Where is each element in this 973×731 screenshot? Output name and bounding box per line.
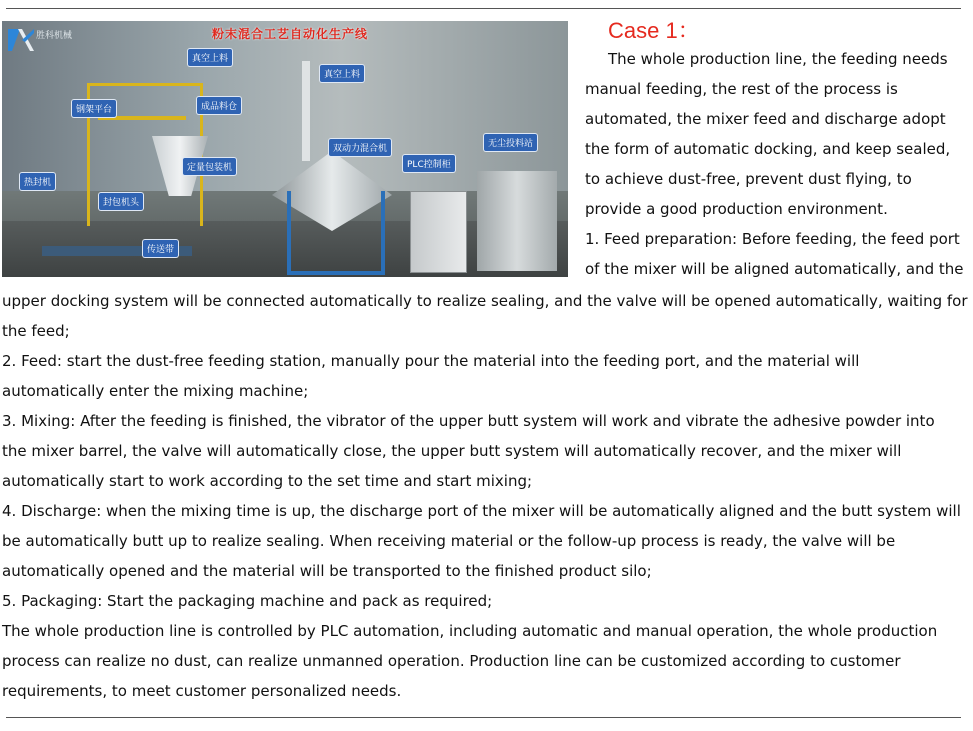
- text-line: The whole production line, the feeding needs: [608, 50, 948, 68]
- plc-cabinet-body: [410, 191, 467, 273]
- production-line-photo: [2, 21, 568, 277]
- intro-paragraph: [585, 44, 970, 284]
- text-line: The whole production line is controlled by PLC automation, including automatic and manual operation, the whole production: [2, 622, 938, 640]
- text-line: upper docking system will be connected automatically to realize sealing, and the valve will be opened automatically, waiting for: [2, 292, 968, 310]
- label-vacuum-feeding-left: 真空上料: [188, 49, 232, 66]
- text-line: provide a good production environment.: [585, 200, 888, 218]
- text-line: the form of automatic docking, and keep sealed,: [585, 140, 951, 158]
- case-title: Case 1：: [608, 18, 700, 43]
- text-line: manual feeding, the rest of the process is: [585, 80, 898, 98]
- photo-banner: 粉末混合工艺自动化生产线: [212, 27, 369, 41]
- text-line: process can realize no dust, can realize unmanned operation. Production line can be customized according to customer: [2, 652, 901, 670]
- brand-label: 胜科机械: [36, 31, 73, 41]
- label-plc-cabinet: PLC控制柜: [403, 155, 455, 172]
- text-line: be automatically butt up to realize sealing. When receiving material or the follow-up process is ready, the valve will be: [2, 532, 896, 550]
- label-vacuum-feeding-right: 真空上料: [320, 65, 364, 82]
- text-line: automatically opened and the material will be transported to the finished product silo;: [2, 562, 652, 580]
- label-dual-power-mixer: 双动力混合机: [329, 139, 391, 156]
- text-line: requirements, to meet customer personalized needs.: [2, 682, 402, 700]
- label-heat-sealer: 热封机: [20, 173, 55, 190]
- text-line: automated, the mixer feed and discharge adopt: [585, 110, 946, 128]
- mixer-frame: [287, 191, 385, 275]
- text-line: automatically start to work according to the set time and start mixing;: [2, 472, 533, 490]
- brand-logo: [8, 29, 34, 51]
- label-sealing-head: 封包机头: [99, 193, 143, 210]
- label-dust-free-station: 无尘投料站: [484, 134, 537, 151]
- label-steel-platform: 钢架平台: [72, 100, 116, 117]
- text-line: 5. Packaging: Start the packaging machine and pack as required;: [2, 592, 493, 610]
- text-line: 2. Feed: start the dust-free feeding station, manually pour the material into the feeding port, and the material will: [2, 352, 860, 370]
- label-finished-silo: 成品料仓: [197, 97, 241, 114]
- label-conveyor-belt: 传送带: [143, 240, 178, 257]
- feeding-station-body: [477, 171, 557, 271]
- brand-logo-icon: [8, 29, 34, 51]
- text-line: 1. Feed preparation: Before feeding, the feed port: [585, 230, 960, 248]
- text-line: the mixer barrel, the valve will automatically close, the upper butt system will automatically recover, and the mixer will: [2, 442, 902, 460]
- vacuum-pipe: [302, 61, 310, 161]
- text-line: of the mixer will be aligned automatically, and the: [585, 260, 964, 278]
- label-quantitative-packer: 定量包装机: [183, 158, 236, 175]
- top-divider: [6, 8, 961, 9]
- text-line: automatically enter the mixing machine;: [2, 382, 309, 400]
- text-line: to achieve dust-free, prevent dust flying, to: [585, 170, 912, 188]
- text-line: 4. Discharge: when the mixing time is up, the discharge port of the mixer will be automatically aligned and the butt system will: [2, 502, 961, 520]
- process-steps: [2, 286, 972, 706]
- text-line: the feed;: [2, 322, 70, 340]
- text-line: 3. Mixing: After the feeding is finished, the vibrator of the upper butt system will work and vibrate the adhesive powder into: [2, 412, 935, 430]
- bottom-divider: [6, 717, 961, 718]
